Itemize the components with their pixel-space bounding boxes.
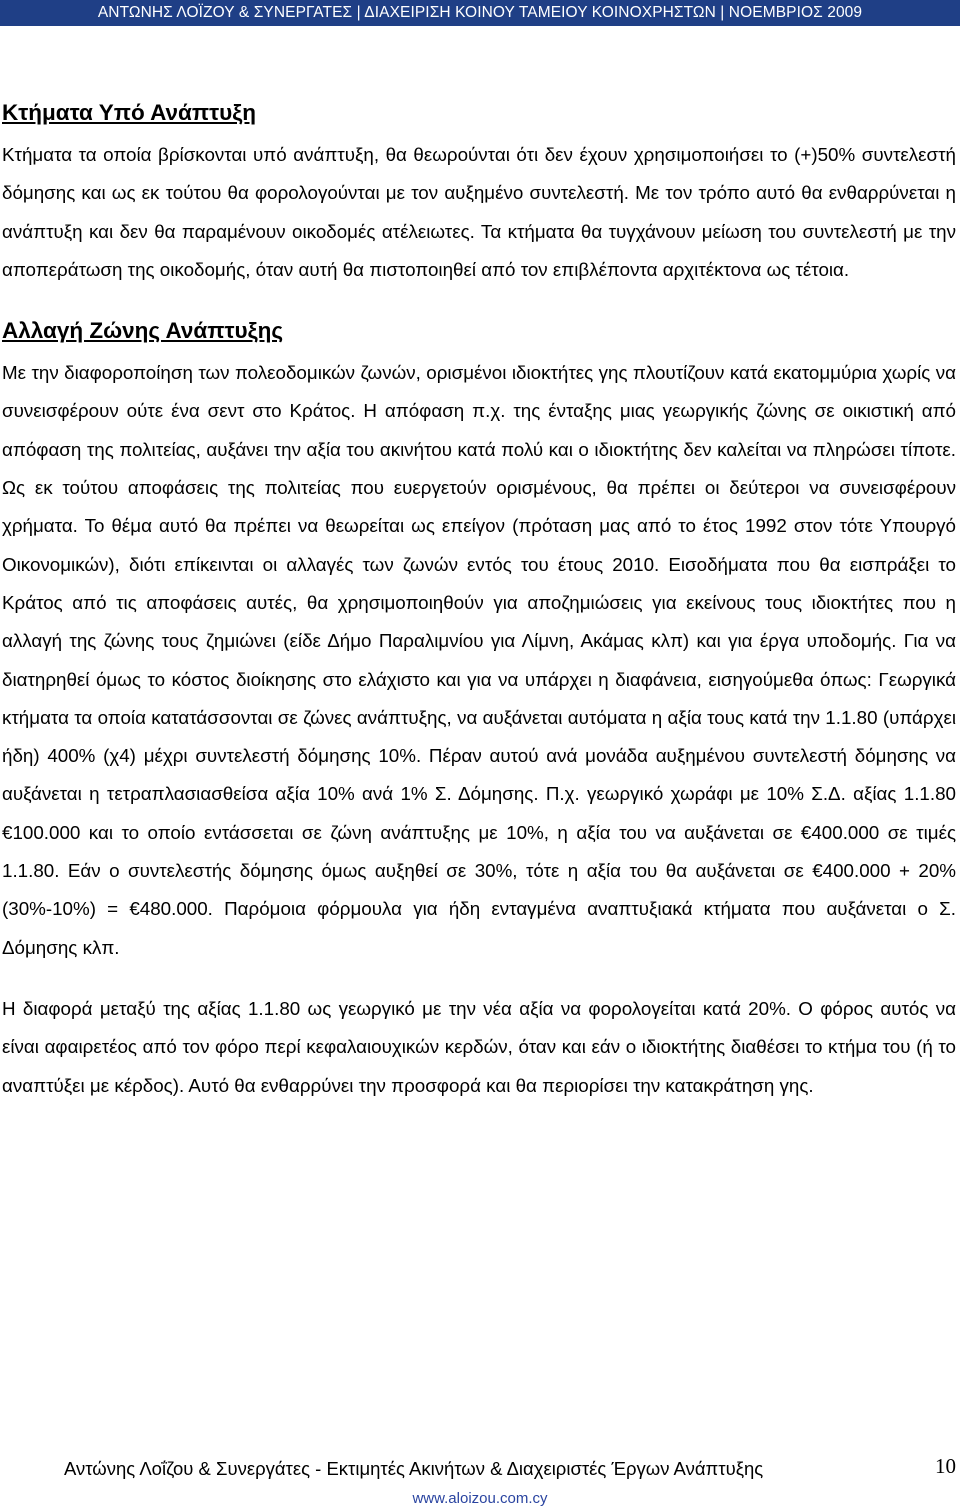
section-paragraph-zone-change: Με την διαφοροποίηση των πολεοδομικών ζωνών, ορισμένοι ιδιοκτήτες γης πλουτίζουν κατά εκατομμύρια χωρίς να συνεισφέρουν ούτε ένα σεντ στο Κράτος. Η απόφαση π.χ. της ένταξης μιας γεωργικής ζώνης σε οικιστική από απόφαση της πολιτείας, αυξάνει την αξία του ακινήτου κατά πολύ και ο ιδιοκτήτης δεν καλείται να πληρώσει τίποτε. Ως εκ τούτου αποφάσεις της πολιτείας που ευεργετούν ορισμένους, θα πρέπει οι δεύτεροι να συνεισφέρουν χρήματα. Το θέμα αυτό θα πρέπει να θεωρείται ως επείγον (πρόταση μας από το έτος 1992 στον τότε Υπουργό Οικονομικών), διότι επίκεινται οι αλλαγές των ζωνών εντός του έτους 2010. Εισοδήματα που θα εισπράξει το Κράτος από τις αποφάσεις αυτές, θα χρησιμοποιηθούν για αποζημιώσεις για εκείνους τους ιδιοκτήτες που η αλλαγή της ζώνης τους ζημιώνει (είδε Δήμο Παραλιμνίου για Λίμνη, Ακάμας κλπ) και για έργα υποδομής. Για να διατηρηθεί όμως το κόστος διοίκησης στο ελάχιστο και για να υπάρχει η διαφάνεια, εισηγούμεθα όπως: Γεωργικά κτήματα τα οποία κατατάσσονται σε ζώνες ανάπτυξης, να αυξάνεται αυτόματα η αξία τους κατά την 1.1.80 (υπάρχει ήδη) 400% (χ4) μέχρι συντελεστή δόμησης 10%. Πέραν αυτού ανά μονάδα αυξημένου συντελεστή δόμησης να αυξάνεται η τετραπλασιασθείσα αξία 10% ανά 1% Σ. Δόμησης. Π.χ. γεωργικό χωράφι με 10% Σ.Δ. αξίας 1.1.80 €100.000 και το οποίο εντάσσεται σε ζώνη ανάπτυξης με 10%, η αξία του να αυξάνεται σε €400.000 σε τιμές 1.1.80. Εάν ο συντελεστής δόμησης όμως αυξηθεί σε 30%, τότε η αξία του θα αυξάνεται σε €400.000 + 20% (30%-10%) = €480.000. Παρόμοια φόρμουλα για ήδη ενταγμένα αναπτυξιακά κτήματα που αυξάνεται ο Σ. Δόμησης κλπ. [2,362,956,958]
page-number: 10 [935,1454,956,1478]
section-paragraph-development: Κτήματα τα οποία βρίσκονται υπό ανάπτυξη, θα θεωρούνται ότι δεν έχουν χρησιμοποιήσει το (+)50% συντελεστή δόμησης και ως εκ τούτου θα φορολογούνται με τον αυξημένο συντελεστή. Με τον τρόπο αυτό θα ενθαρρύνεται η ανάπτυξη και δεν θα παραμένουν οικοδομές ατέλειωτες. Τα κτήματα θα τυγχάνουν μείωση του συντελεστή με την αποπεράτωση της οικοδομής, όταν αυτή θα πιστοποιηθεί από τον επιβλέποντα αρχιτέκτονα ως τέτοια. [2,144,956,280]
section-paragraph-tax-difference: Η διαφορά μεταξύ της αξίας 1.1.80 ως γεωργικό με την νέα αξία να φορολογείται κατά 20%. Ο φόρος αυτός να είναι αφαιρετέος από τον φόρο περί κεφαλαιουχικών κερδών, όταν και εάν ο ιδιοκτήτης διαθέσει το κτήμα του (ή το αναπτύξει με κέρδος). Αυτό θα ενθαρρύνει την προσφορά και θα περιορίσει την κατακράτηση γης. [2,997,956,1096]
footer-text: Αντώνης Λοΐζου & Συνεργάτες - Εκτιμητές Ακινήτων & Διαχειριστές Έργων Ανάπτυξης [64,1458,764,1479]
page-header: ΑΝΤΩΝΗΣ ΛΟΪΖΟΥ & ΣΥΝΕΡΓΑΤΕΣ | ΔΙΑΧΕΙΡΙΣΗ ΚΟΙΝΟΥ ΤΑΜΕΙΟΥ ΚΟΙΝΟΧΡΗΣΤΩΝ | ΝΟΕΜΒΡΙΟΣ 2009 [0,0,960,26]
footer-url-link[interactable]: www.aloizou.com.cy [412,1490,548,1507]
document-body [0,90,960,1105]
section-heading-zone-change: Αλλαγή Ζώνης Ανάπτυξης [2,318,284,344]
section-heading-development: Κτήματα Υπό Ανάπτυξη [2,100,257,125]
